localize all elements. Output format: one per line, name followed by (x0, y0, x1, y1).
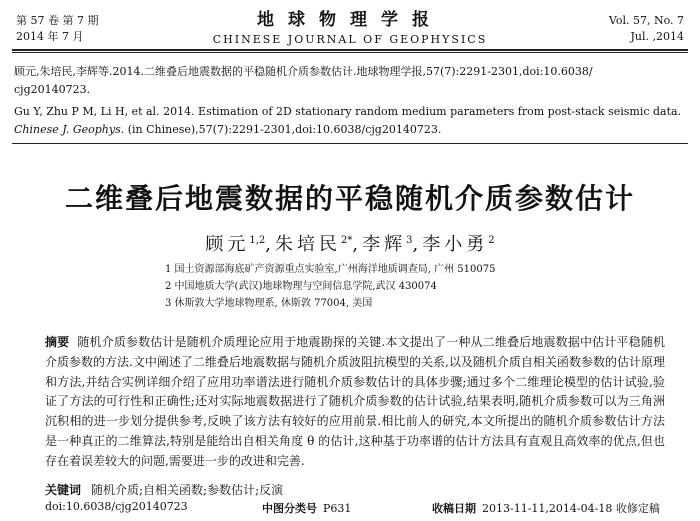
received-date (432, 500, 660, 516)
header-rule-thin (12, 52, 688, 53)
keywords (45, 481, 283, 498)
citation-cn-line2: cjg20140723. (14, 83, 91, 96)
keywords-text: 随机介质;自相关函数;参数估计;反演 (91, 483, 284, 497)
citation-en-line2 (14, 122, 441, 138)
keywords-label: 关键词 (45, 483, 82, 497)
author: 李辉$^3$ (362, 234, 413, 255)
citation-details: (in Chinese),57(7):2291-2301,doi:10.6038/cjg20140723. (124, 123, 442, 136)
received-value: 2013-11-11,2014-04-18 收修定稿 (482, 502, 660, 515)
doi: doi:10.6038/cjg20140723 (45, 500, 188, 513)
author-list: 顾元$^{1,2}$,朱培民$^{2*}$,李辉$^3$,李小勇$^2$ (205, 234, 495, 255)
author: 顾元$^{1,2}$ (205, 234, 266, 255)
author: 李小勇$^2$ (422, 234, 495, 255)
date-cn: 2014 年 7 月 (16, 30, 84, 43)
classification-value: P631 (323, 502, 352, 515)
abstract-label: 摘要 (45, 335, 70, 349)
affiliation: 1 国土资源部海底矿产资源重点实验室,广州海洋地质调查局, 广州 510075 (165, 264, 496, 275)
citation-cn-line1: 顾元,朱培民,李辉等.2014.二维叠后地震数据的平稳随机介质参数估计.地球物理学报,57(7):2291-2301,doi:10.6038/ (14, 65, 593, 78)
received-label: 收稿日期 (432, 502, 476, 515)
citation-journal: Chinese J. Geophys. (14, 123, 125, 136)
citation-rule (12, 143, 688, 144)
paper-title: 二维叠后地震数据的平稳随机介质参数估计 (64, 182, 635, 215)
journal-title-cn: 地球物理学报 (257, 10, 443, 30)
journal-header (0, 9, 700, 48)
abstract (45, 333, 665, 472)
journal-title-en: CHINESE JOURNAL OF GEOPHYSICS (212, 33, 488, 46)
abstract-text: 随机介质参数估计是随机介质理论应用于地震勘探的关键.本文提出了一种从二维叠后地震数据中估计平稳随机介质参数的方法.文中阐述了二维叠后地震数据与随机介质波阻抗模型的关系,以及随机介质自相关函数参数的估计原理和方法,并结合实例详细介绍了应用功率谱法进行随机介质参数估计的具体步骤;通过多个二维理论模型的估计试验,验证了方法的可行性和正确性;还对实际地震数据进行了随机介质参数的估计试验,结果表明,随机介质参数可以为三角洲沉积相的进一步划分提供参考,反映了该方法有较好的应用前景.相比前人的研究,本文所提出的随机介质参数估计方法是一种真正的二维算法,特别是能给出自相关角度 θ 的估计,这种基于功率谱的估计方法具有直观且高效率的优点,但也存在着误差较大的问题,需要进一步的改进和完善. (45, 335, 665, 468)
volume-en: Vol. 57, No. 7 (608, 14, 684, 27)
header-right (609, 13, 684, 45)
citation-en-line1: Gu Y, Zhu P M, Li H, et al. 2014. Estimation of 2D stationary random medium parameters from post-stack seismic data. (14, 105, 682, 118)
date-en: Jul. ,2014 (630, 30, 684, 43)
volume-cn: 第 57 卷 第 7 期 (16, 14, 99, 27)
classification-label: 中图分类号 (262, 502, 317, 515)
header-rule (12, 49, 688, 51)
author: 朱培民$^{2*}$ (275, 234, 353, 255)
affiliation: 3 休斯敦大学地球物理系, 休斯敦 77004, 美国 (165, 298, 373, 309)
classification (262, 500, 351, 516)
affiliation: 2 中国地质大学(武汉)地球物理与空间信息学院,武汉 430074 (165, 281, 437, 292)
